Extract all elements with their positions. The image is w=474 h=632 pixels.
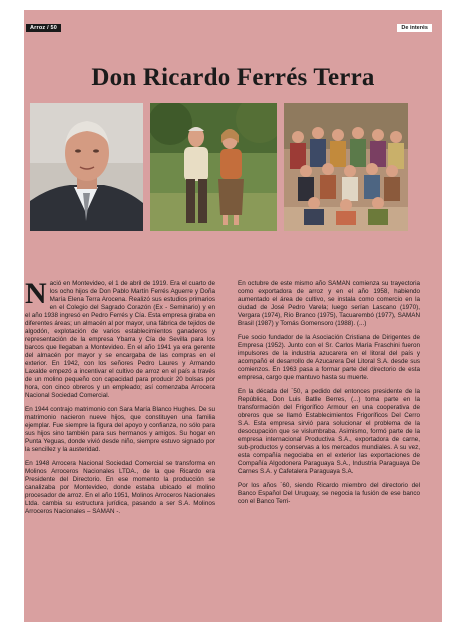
paragraph: En 1944 contrajo matrimonio con Sara María Blanco Hughes. De su matrimonio nacieron nueve hijos, que constituyen una familia ejemplar. Fue siempre la figura del apoyo y confianza, no sólo para sus hijos sino también para sus hermanos y amigos. Su hogar en Punta Yeguas, donde vivió desde niño, siempre estuvo signado por la sencillez y la austeridad. bbox=[25, 406, 215, 453]
article-column-left bbox=[25, 277, 215, 522]
paragraph bbox=[25, 277, 215, 400]
paragraph: En la década del ´50, a pedido del entonces presidente de la República, Don Luis Batlle Berres, (...) toma parte en la transformación del Frigorífico Armour en una cooperativa de obreros que se llamó Establecimientos Frigoríficos Del Cerro S.A. Esta empresa sirvió para solucionar el problema de la desocupación que se vislumbraba. Asimismo, formó parte de la empresa internacional Productiva S.A., exportadora de carne, sub-productos y conservas a los mercados mundiales. A su vez, esta compañía negociaba en el exterior las exportaciones de Compañía Algodonera Paraguaya S.A., Industria Paraguaya De Carnes S.A. y Cafetalera Paraguaya S.A. bbox=[238, 388, 420, 475]
section-tag-left: Arroz / 50 bbox=[26, 24, 61, 32]
article-title: Don Ricardo Ferrés Terra bbox=[91, 64, 375, 91]
paragraph: En octubre de este mismo año SAMAN comienza su trayectoria como exportadora de arroz y en el año 1958, habiendo aumentado el área de cultivo, se instala como comercio en la ciudad de José Pedro Varela; luego serían Lascano (1970), Vergara (1974), Río Branco (1975), Tacuarembó (1977), SAMAN Brasil (1987) y Tomás Gomensoro (1988). (...) bbox=[238, 280, 420, 327]
paragraph: Por los años ´60, siendo Ricardo miembro del directorio del Banco Español Del Uruguay, se negocia la fusión de ese banco con el Banco Terri- bbox=[238, 482, 420, 505]
drop-cap: N bbox=[25, 277, 47, 310]
paragraph: En 1948 Arrocera Nacional Sociedad Comercial se transforma en Molinos Arroceros Nacionales LTDA., de la que Ricardo era Presidente del Directorio. En ese momento la producción se canalizaba por Montevideo, donde estaba ubicado el molino procesador de arroz. En el año 1951, Molinos Arroceros Nacionales Ltda. cambia su estructura jurídica, pasando a ser S.A. Molinos Arroceros Nacionales – SAMAN -. bbox=[25, 460, 215, 515]
paragraph: Fue socio fundador de la Asociación Cristiana de Dirigentes de Empresa (1952). Junto con el Sr. Carlos María Fraschini fueron impulsores de la industria azucarera en el litoral del país y acompañó el desarrollo de Azucarera Del Litoral S.A. desde sus comienzos. En 1963 pasa a formar parte del directorio de esta empresa, cargo que mantuvo hasta su muerte. bbox=[238, 334, 420, 381]
family-photo bbox=[284, 103, 408, 231]
paragraph-text: ació en Montevideo, el 1 de abril de 1919. Era el cuarto de los ocho hijos de Don Pablo Martín Ferrés Aguerre y Doña María Elena Terra Arocena. Realizó sus estudios primarios en el Colegio del Sagrado Corazón (Ex - Seminario) y en el año 1938 ingresó en Pedro Ferrés y Cía. Esta empresa giraba en diferentes áreas; un almacén al por mayor, una fábrica de tejidos de algodón, explotación de varios establecimientos ganaderos y representación de la empresa Ybarra y Cía de Sevilla para los barcos que llegaban a Montevideo. En el año 1941 ya era gerente del almacén por mayor y se encargaba de las compras en el exterior. En 1942, con los señores Pedro Laures y Armando Laxalde empezó a incentivar el cultivo de arroz en el país a través de un molino pequeño con capacidad para producir 20 bolsas por hora, con cinco obreros y un empleado; así comenzaba Arrocera Nacional Sociedad Comercial. bbox=[25, 280, 215, 399]
page-header bbox=[24, 10, 442, 40]
article-column-right bbox=[238, 280, 420, 512]
portrait-photo bbox=[30, 103, 143, 231]
section-tag-right: De interés bbox=[397, 24, 432, 32]
couple-photo bbox=[150, 103, 277, 231]
